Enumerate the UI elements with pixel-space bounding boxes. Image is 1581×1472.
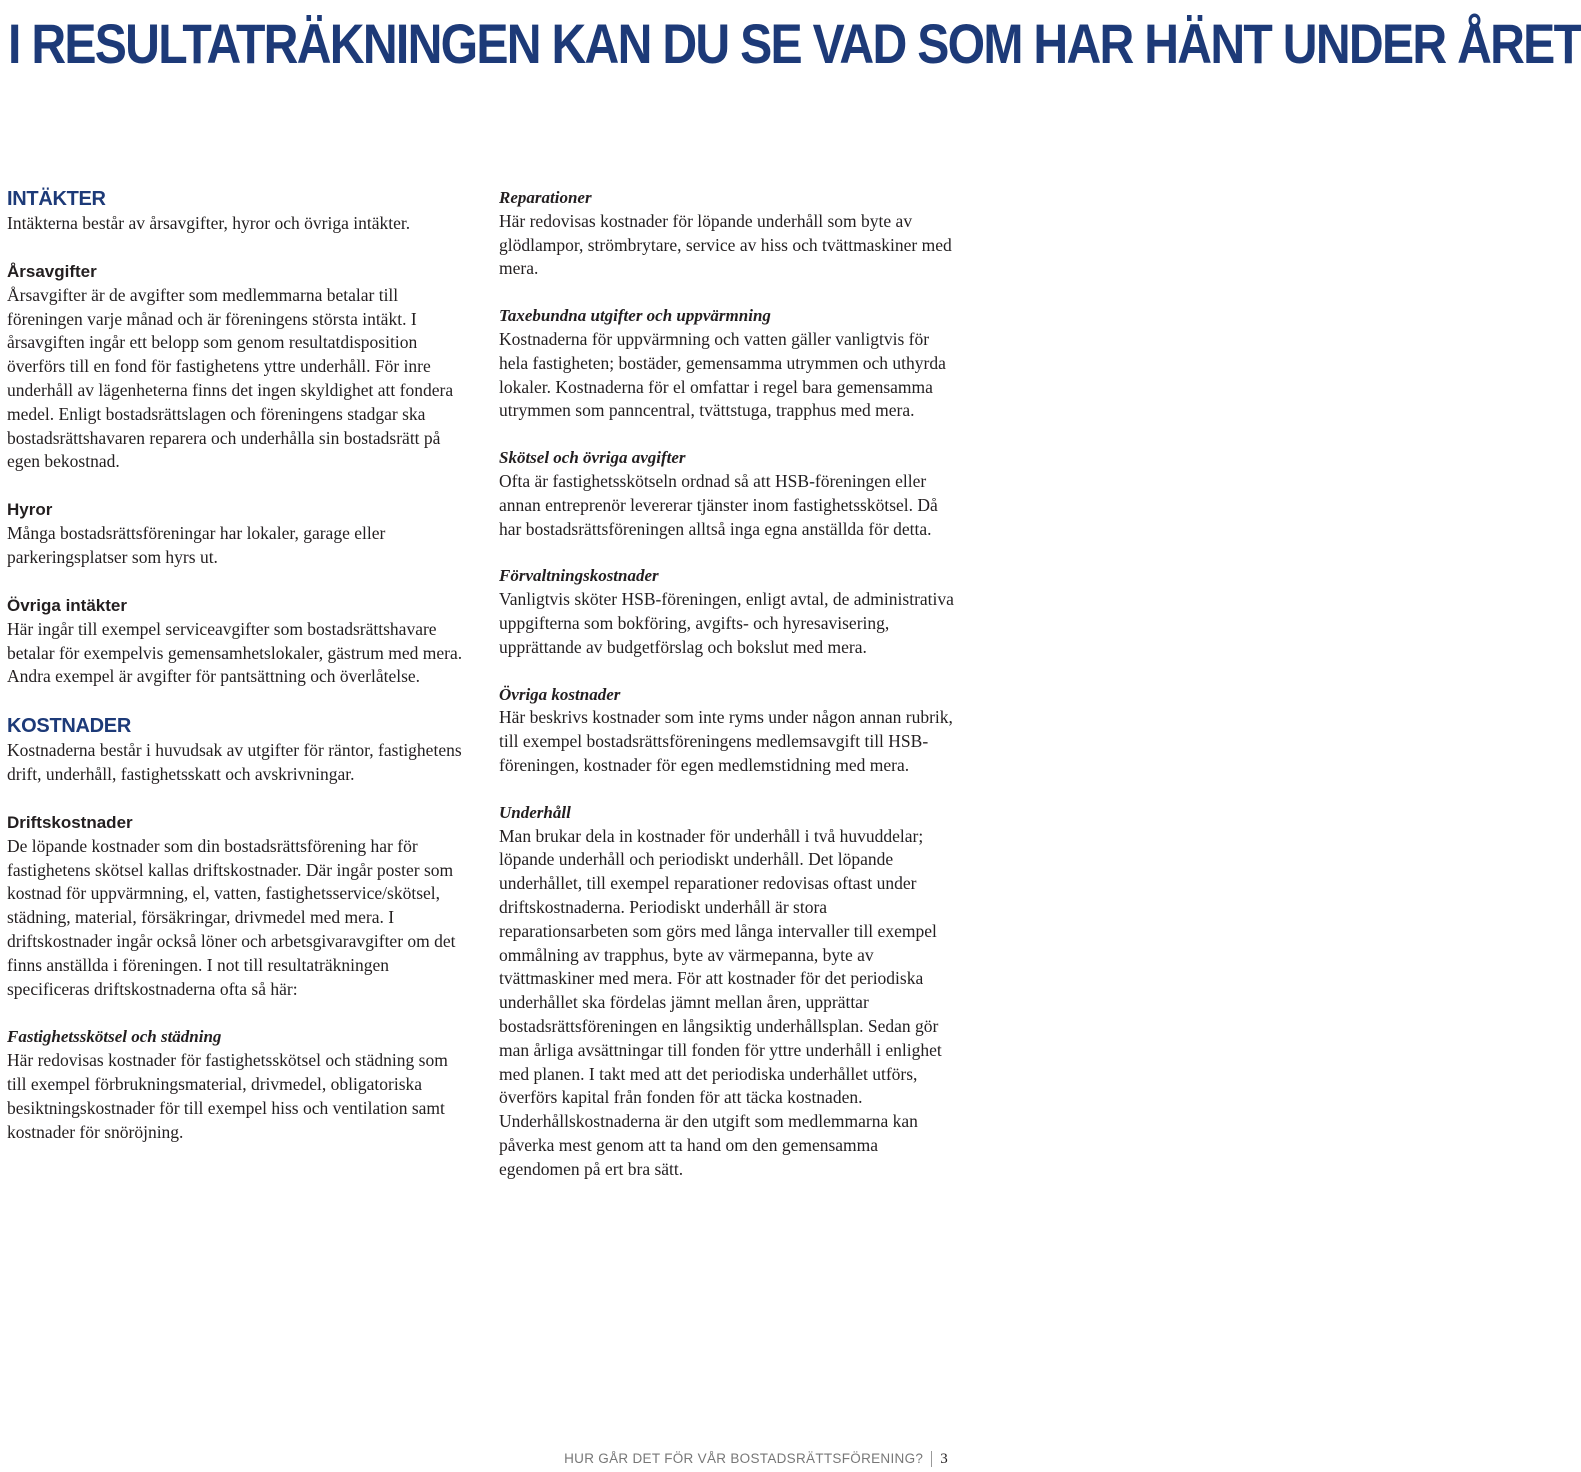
section-heading-intakter: INTÄKTER (7, 188, 106, 210)
page-title: I RESULTATRÄKNINGEN KAN DU SE VAD SOM HAR HÄNT UNDER ÅRET (8, 12, 1581, 75)
skotsel-text: Ofta är fastighetsskötseln ordnad så att HSB-föreningen eller annan entreprenör levererar tjänster inom fastighetsskötsel. Då har bostadsrättsföreningen alltså inga egna anställda för detta. (499, 470, 938, 539)
left-column (7, 186, 467, 1144)
sub-heading-ovriga-intakter: Övriga intäkter (7, 595, 127, 615)
sub-heading-hyror: Hyror (7, 500, 53, 520)
ovriga-kostnader-text: Här beskrivs kostnader som inte ryms under någon annan rubrik, till exempel bostadsrättsföreningens medlemsavgift till HSB-föreningen, kostnader för egen medlemstidning med mera. (499, 707, 953, 775)
kostnader-text: Kostnaderna består i huvudsak av utgifter för räntor, fastighetens drift, underhåll, fastighetsskatt och avskrivningar. (7, 740, 462, 784)
section-heading-kostnader: KOSTNADER (7, 715, 131, 738)
italic-heading-ovriga-kostnader: Övriga kostnader (499, 684, 621, 704)
right-column (499, 186, 957, 1181)
italic-heading-fastighetsskotsel: Fastighetsskötsel och städning (7, 1027, 222, 1047)
italic-heading-taxebundna: Taxebundna utgifter och uppvärmning (499, 306, 771, 326)
reparationer-text: Här redovisas kostnader för löpande underhåll som byte av glödlampor, strömbrytare, service av hiss och tvättmaskiner med mera. (499, 210, 952, 279)
fastighetsskotsel-text: Här redovisas kostnader för fastighetsskötsel och städning som till exempel förbrukningsmaterial, drivmedel, obligatoriska besiktningskostnader för till exempel hiss och ventilation samt kostnader för snöröjning. (7, 1050, 448, 1142)
intakter-text: Intäkterna består av årsavgifter, hyror och övriga intäkter. (7, 213, 411, 233)
driftskostnader-text: De löpande kostnader som din bostadsrättsförening har för fastighetens skötsel kallas driftskostnader. Där ingår poster som kostnad för uppvärmning, el, vatten, fastighetsservice/skötsel, städning, material, försäkringar, drivmedel med mera. I driftskostnader ingår också löner och arbetsgivaravgifter om det finns anställda i föreningen. I not till resultaträkningen specificeras driftskostnaderna ofta så här: (7, 835, 456, 999)
ovriga-intakter-text: Här ingår till exempel serviceavgifter som bostadsrättshavare betalar för exempelvis gemensamhetslokaler, gästrum med mera. Andra exempel är avgifter för pantsättning och överlåtelse. (7, 618, 463, 687)
forvaltning-text: Vanligtvis sköter HSB-föreningen, enligt avtal, de administrativa uppgifterna som bokföring, avgifts- och hyresavisering, upprättande av budgetförslag och bokslut med mera. (499, 589, 954, 657)
footer-divider (931, 1451, 932, 1467)
sub-heading-arsavgifter: Årsavgifter (7, 261, 97, 281)
hyror-text: Många bostadsrättsföreningar har lokaler, garage eller parkeringsplatser som hyrs ut. (7, 523, 386, 567)
arsavgifter-text: Årsavgifter är de avgifter som medlemmarna betalar till föreningen varje månad och är föreningens största intäkt. I årsavgiften ingår ett belopp som genom resultatdisposition överförs till en fond för fastighetens yttre underhåll. För inre underhåll av lägenheterna finns det ingen skyldighet att fondera medel. Enligt bostadsrättslagen och föreningens stadgar ska bostadsrättshavaren reparera och underhålla sin bostadsrätt på egen bekostnad. (7, 284, 454, 472)
italic-heading-reparationer: Reparationer (499, 188, 592, 207)
page-number: 3 (940, 1451, 948, 1467)
underhall-text: Man brukar dela in kostnader för underhåll i två huvuddelar; löpande underhåll och periodiskt underhåll. Det löpande underhållet, till exempel reparationer redovisas oftast under driftskostnaderna. Periodiskt underhåll är stora reparationsarbeten som görs med långa intervaller till exempel ommålning av trapphus, byte av värmepanna, byte av tvättmaskiner med mera. För att kostnader för det periodiska underhållet ska fördelas jämnt mellan åren, upprättar bostadsrättsföreningen en långsiktig underhållsplan. Sedan gör man årliga avsättningar till fonden för yttre underhåll i enlighet med planen. I takt med att det periodiska underhållet utförs, överförs kapital från fonden för att täcka kostnaden. Underhållskostnaderna är den utgift som medlemmarna kan påverka mest genom att ta hand om den gemensamma egendomen på ert bra sätt. (499, 825, 942, 1179)
page-footer (564, 1450, 948, 1468)
italic-heading-skotsel: Skötsel och övriga avgifter (499, 448, 686, 468)
italic-heading-forvaltning: Förvaltningskostnader (499, 566, 659, 586)
footer-publication-title: HUR GÅR DET FÖR VÅR BOSTADSRÄTTSFÖRENING? (564, 1451, 924, 1466)
taxebundna-text: Kostnaderna för uppvärmning och vatten gäller vanligtvis för hela fastigheten; bostäder, gemensamma utrymmen och uthyrda lokaler. Kostnaderna för el omfattar i regel bara gemensamma utrymmen som panncentral, tvättstuga, trapphus med mera. (499, 328, 946, 421)
italic-heading-underhall: Underhåll (499, 802, 571, 822)
sub-heading-driftskostnader: Driftskostnader (7, 812, 133, 832)
